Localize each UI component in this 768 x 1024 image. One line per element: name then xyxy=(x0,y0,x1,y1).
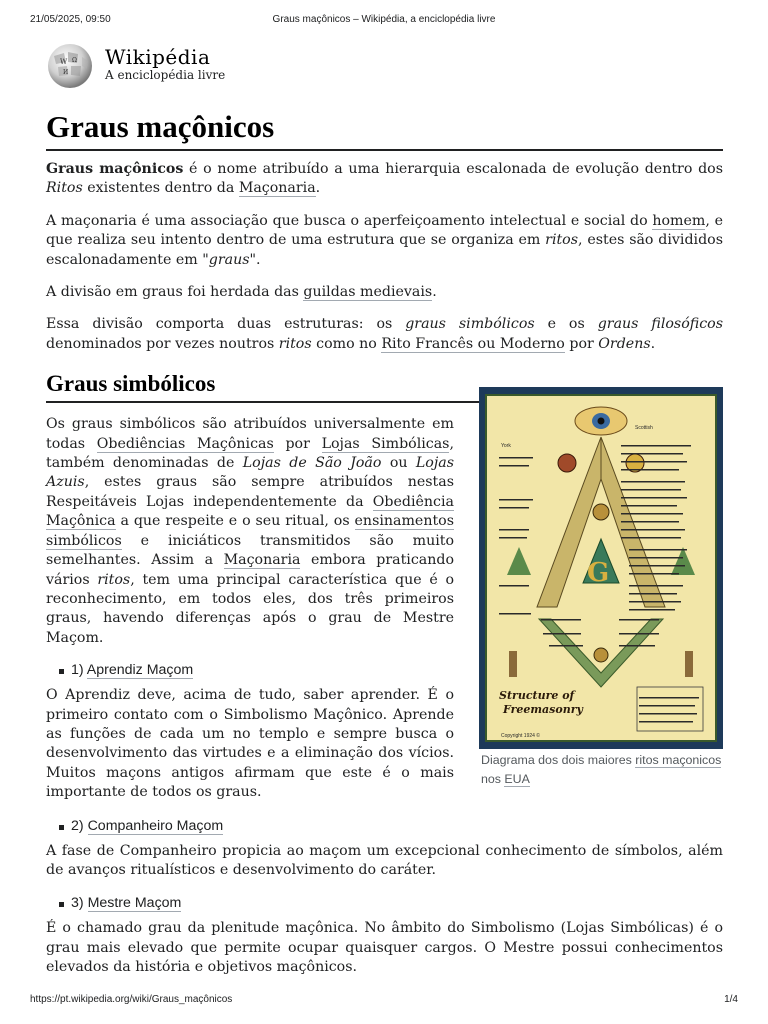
diagram-title-line-1: Structure of xyxy=(499,689,575,703)
grau-list-3 xyxy=(46,894,723,913)
text-run: e iniciáticos transmitidos são muito semelhantes. Assim a xyxy=(46,532,454,569)
text-run: embora praticando vários xyxy=(46,552,454,588)
link-mestre-macom[interactable]: Mestre Maçom xyxy=(87,895,182,912)
svg-text:G: G xyxy=(587,558,610,589)
caption-text: nos xyxy=(481,772,505,787)
text-run: . xyxy=(432,284,437,301)
intro-paragraph-3 xyxy=(46,283,723,302)
link-eua[interactable]: EUA xyxy=(504,772,530,787)
wikipedia-wordmark[interactable]: Wikipédia xyxy=(105,45,211,69)
figure-caption xyxy=(479,751,723,789)
print-datetime: 21/05/2025, 09:50 xyxy=(30,14,111,25)
grau-desc-companheiro: A fase de Companheiro propicia ao maçom um excepcional conhecimento de símbolos, além de avanços ritualísticos e desenvolvimento do caráter. xyxy=(46,842,723,878)
text-run: Essa divisão comporta duas estruturas: os xyxy=(46,316,406,333)
text-run: . xyxy=(315,180,321,197)
wikipedia-tagline: A enciclopédia livre xyxy=(105,68,226,82)
page-title: Graus maçônicos xyxy=(46,108,723,151)
grau-list-1 xyxy=(46,661,723,680)
text-run: A divisão em graus foi herdada das xyxy=(46,284,304,301)
masonic-diagram-image[interactable] xyxy=(479,387,723,749)
italic-term: ritos xyxy=(97,571,131,588)
text-run: . xyxy=(650,335,656,352)
diagram-scottish-label: Scottish xyxy=(635,425,653,432)
link-homem[interactable]: homem xyxy=(652,212,706,229)
grau-number: 3) xyxy=(71,895,88,912)
figure-thumbnail xyxy=(479,386,723,789)
italic-term: Ordens xyxy=(598,335,651,352)
link-aprendiz-macom[interactable]: Aprendiz Maçom xyxy=(86,662,194,679)
text-run: , e que realiza seu intento dentro de uma estrutura que se organiza em xyxy=(46,212,723,249)
text-run: A maçonaria é uma associação que busca o aperfeiçoamento intelectual e social do xyxy=(46,212,653,229)
text-run: a que respeite e o seu ritual, os xyxy=(115,513,355,530)
link-maconaria-2[interactable]: Maçonaria xyxy=(223,552,301,569)
text-run: , estes graus são sempre atribuídos nestas Respeitáveis Lojas independentemente da xyxy=(46,474,454,510)
svg-text:Ω: Ω xyxy=(72,57,77,64)
diagram-copyright: Copyright 1924 © xyxy=(501,733,540,740)
italic-term: graus simbólicos xyxy=(405,316,535,333)
text-run: , estes são divididos escalonadamente em " xyxy=(46,232,723,268)
diagram-york-label: York xyxy=(501,443,511,450)
text-run: , tem uma principal característica que é o reconhecimento, em todos eles, dos três primeiros graus, havendo diferenças após o grau de Mestre Maçom. xyxy=(46,571,454,646)
print-page-number: 1/4 xyxy=(724,994,738,1005)
grau-number: 2) xyxy=(71,817,88,834)
svg-text:И: И xyxy=(63,69,69,76)
italic-term: graus xyxy=(208,251,250,268)
print-url: https://pt.wikipedia.org/wiki/Graus_maçônicos xyxy=(30,994,233,1005)
text-run: denominados por vezes noutros xyxy=(46,335,279,352)
link-maconaria[interactable]: Maçonaria xyxy=(238,180,316,197)
intro-paragraph-4 xyxy=(46,315,723,354)
grau-item-companheiro xyxy=(59,817,723,836)
caption-text: Diagrama dos dois maiores xyxy=(481,753,636,768)
link-obediencias-maconicas[interactable]: Obediências Maçônicas xyxy=(96,435,274,452)
text-run: ". xyxy=(249,251,261,268)
link-lojas-simbolicas[interactable]: Lojas Simbólicas xyxy=(321,435,450,452)
italic-term: ritos xyxy=(278,335,312,352)
link-rito-frances[interactable]: Rito Francês ou Moderno xyxy=(381,335,565,352)
text-run: ou xyxy=(381,455,416,472)
text-run: por xyxy=(564,335,599,352)
grau-desc-aprendiz: O Aprendiz deve, acima de tudo, saber aprender. É o primeiro contato com o Simbolismo Maçônico. Aprende as funções de cada um no templo e sempre busca o desenvolvimento das virtudes e a eliminação dos vícios. Muitos maçons antigos afirmam que este é o mais importante de todos os graus. xyxy=(46,687,454,801)
italic-term: Lojas Azuis xyxy=(46,455,454,491)
text-run: , também denominadas de xyxy=(46,435,454,472)
grau-list-2 xyxy=(46,817,723,836)
grau-item-aprendiz xyxy=(59,661,723,680)
text-run: como no xyxy=(311,335,382,352)
italic-term: ritos xyxy=(545,232,578,249)
section-heading-graus-simbolicos: Graus simbólicos xyxy=(46,369,723,403)
text-run: e os xyxy=(534,316,598,333)
italic-term: Ritos xyxy=(46,180,83,197)
article-content xyxy=(46,108,723,991)
link-guildas-medievais[interactable]: guildas medievais xyxy=(303,284,433,301)
grau-number: 1) xyxy=(71,662,87,679)
bold-term: Graus maçônicos xyxy=(46,161,184,177)
link-ritos-maconicos[interactable]: ritos maçonicos xyxy=(635,753,722,768)
italic-term: graus filosóficos xyxy=(597,316,723,333)
link-obediencia-maconica[interactable]: Obediência Maçônica xyxy=(46,493,454,530)
text-run: por xyxy=(273,435,322,452)
link-companheiro-macom[interactable]: Companheiro Maçom xyxy=(87,817,224,834)
grau-item-mestre xyxy=(59,894,723,913)
link-ensinamentos-simbolicos[interactable]: ensinamentos simbólicos xyxy=(46,513,454,549)
svg-text:W: W xyxy=(60,58,68,66)
text-run: existentes dentro da xyxy=(82,180,239,197)
print-tab-title: Graus maçônicos – Wikipédia, a enciclopédia livre xyxy=(272,14,496,25)
intro-paragraph-2 xyxy=(46,212,723,270)
italic-term: Lojas de São João xyxy=(242,455,382,472)
grau-desc-mestre: É o chamado grau da plenitude maçônica. No âmbito do Simbolismo (Lojas Simbólicas) é o grau mais elevado que permite ocupar quaisquer cargos. O Mestre possui conhecimentos elevados da história e objetivos maçônicos. xyxy=(46,920,723,976)
intro-paragraph-1 xyxy=(46,160,723,199)
text-run: é o nome atribuído a uma hierarquia escalonada de evolução dentro dos xyxy=(183,161,723,177)
wikipedia-globe-icon[interactable] xyxy=(44,42,96,90)
text-run: Os graus simbólicos são atribuídos universalmente em todas xyxy=(46,416,454,452)
masonic-diagram-svg xyxy=(479,387,723,749)
diagram-title-line-2: Freemasonry xyxy=(503,703,583,717)
